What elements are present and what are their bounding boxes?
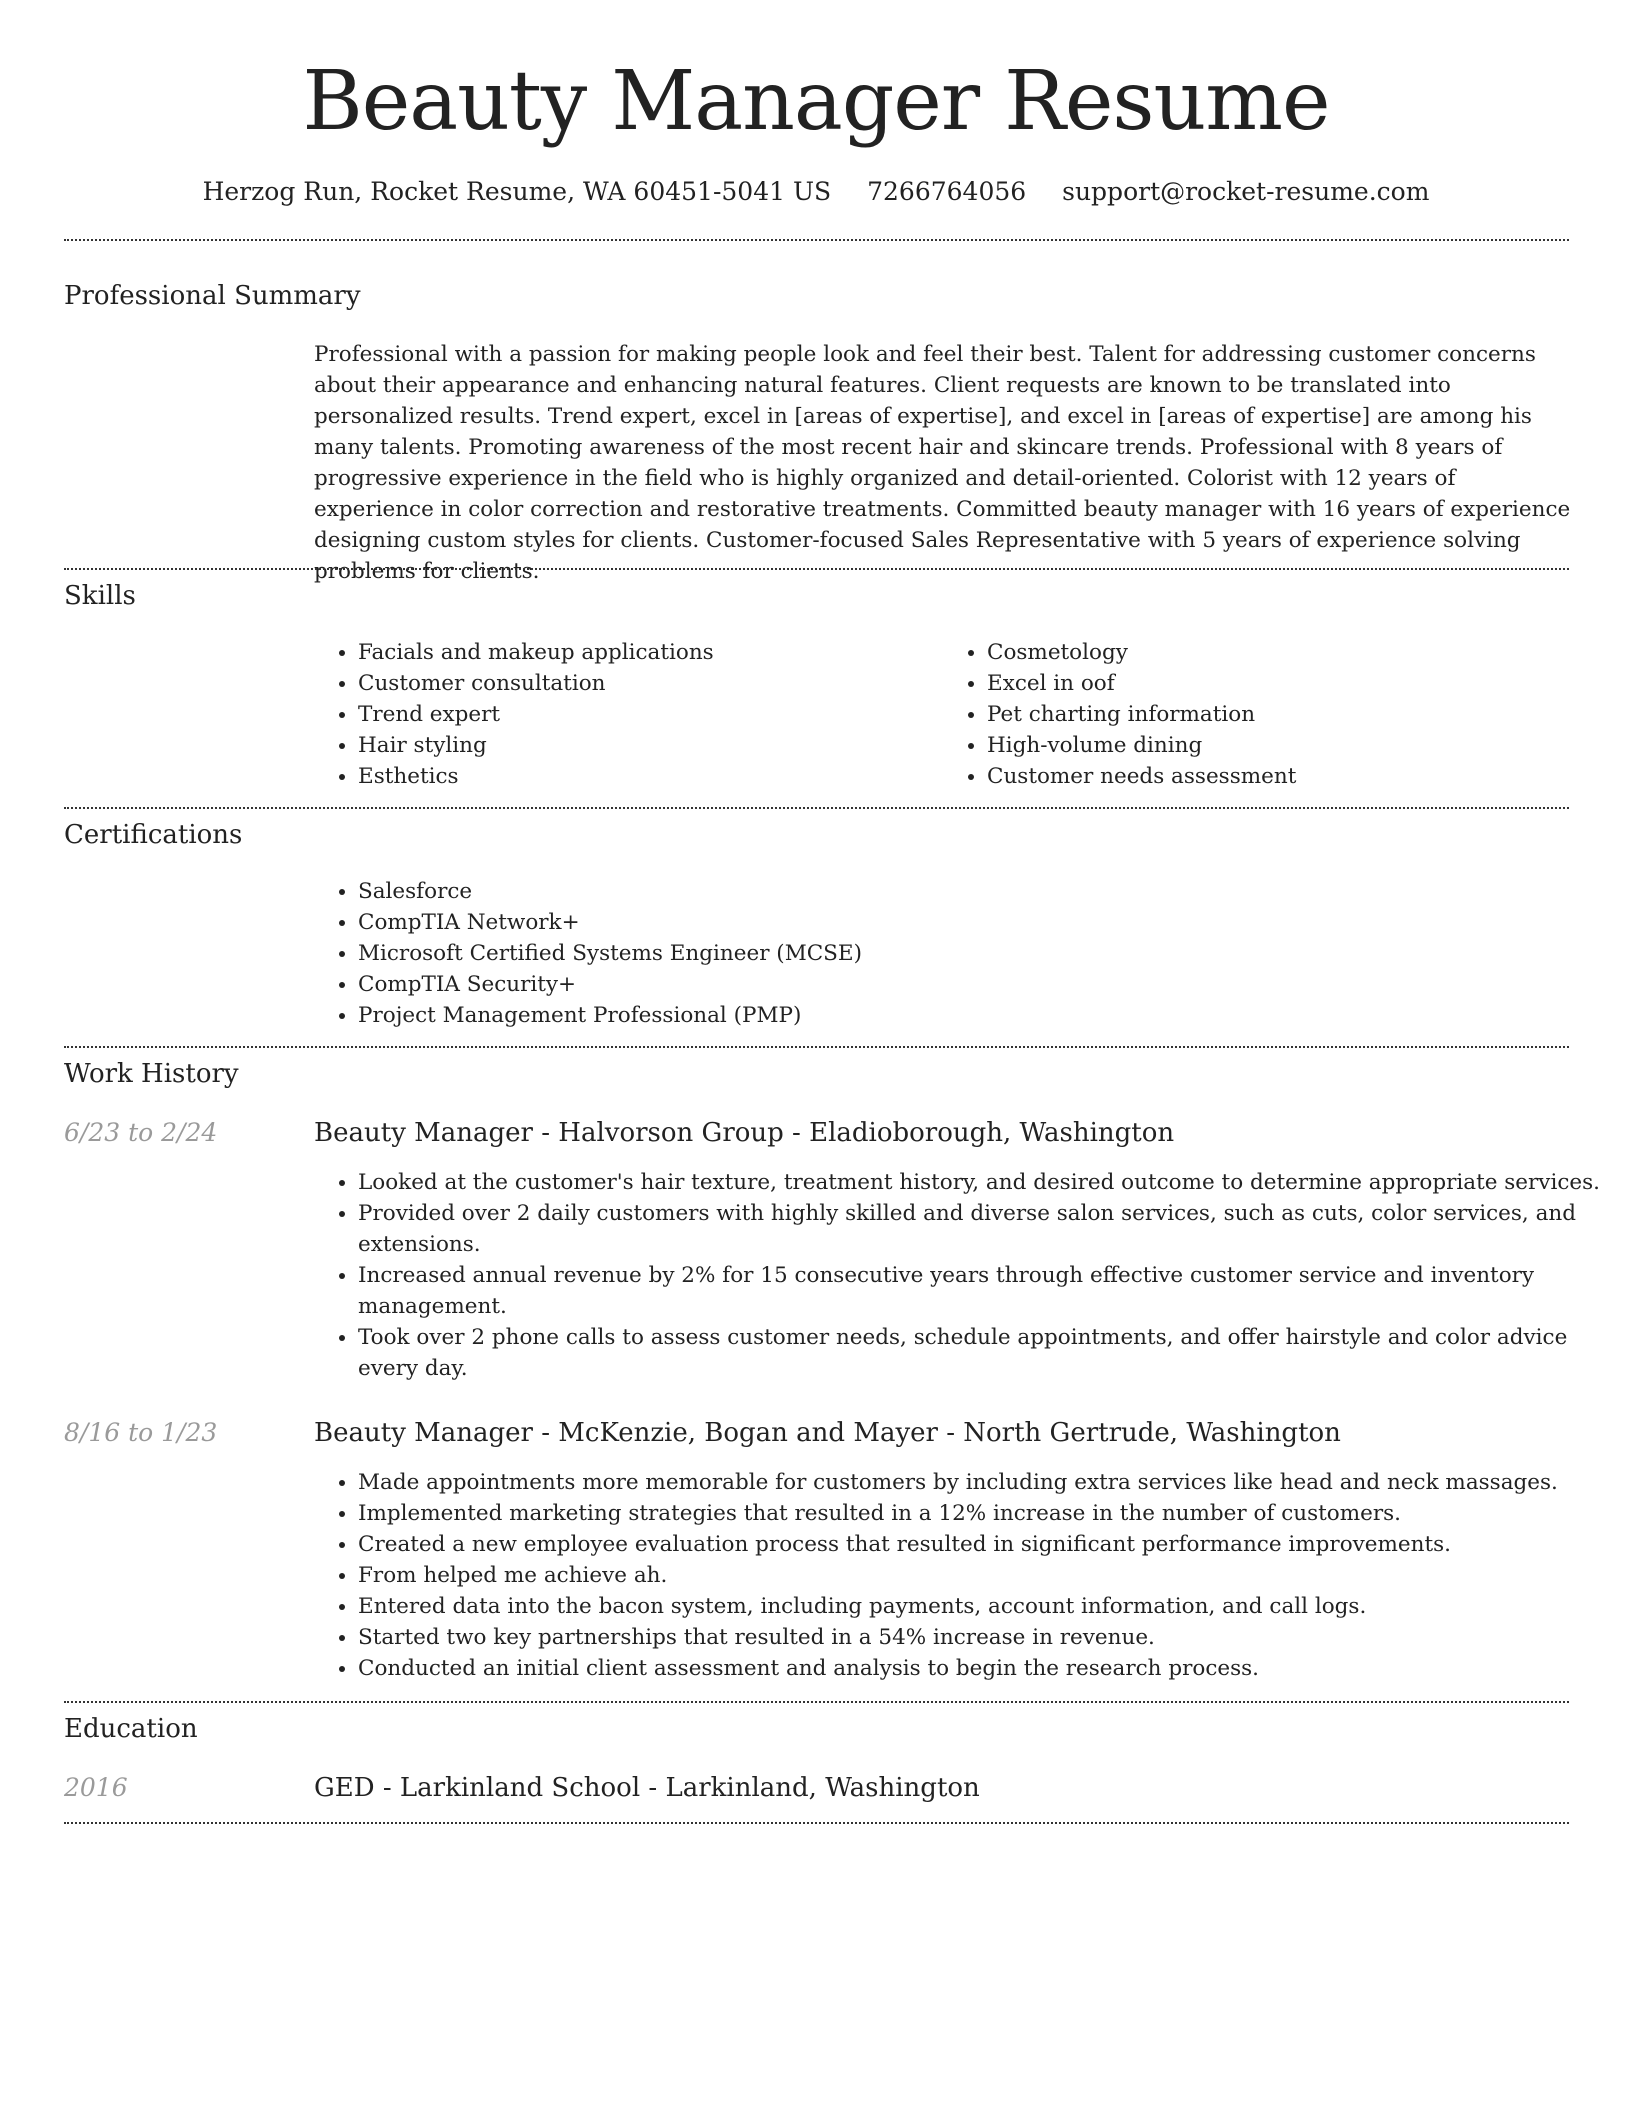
skill-item: • Hair styling [358, 730, 943, 761]
section-title-education: Education [64, 1714, 198, 1744]
skills-column-left [314, 637, 943, 792]
job-heading: Beauty Manager - Halvorson Group - Eladioborough, Washington [314, 1118, 1175, 1148]
phone: 7266764056 [867, 177, 1027, 206]
job-heading: Beauty Manager - McKenzie, Bogan and Mayer - North Gertrude, Washington [314, 1418, 1341, 1448]
job-bullets [314, 1167, 1616, 1384]
job-bullet: • Entered data into the bacon system, including payments, account information, and call logs. [358, 1591, 1616, 1622]
job-bullet: • Looked at the customer's hair texture, treatment history, and desired outcome to determine appropriate services. [358, 1167, 1616, 1198]
skill-item: • High-volume dining [987, 730, 1572, 761]
job-bullet: • From helped me achieve ah. [358, 1560, 1616, 1591]
skills-column-right [943, 637, 1572, 792]
resume-title: Beauty Manager Resume [302, 54, 1330, 149]
section-title-summary: Professional Summary [64, 281, 361, 311]
divider [64, 1046, 1569, 1048]
divider [64, 807, 1569, 809]
job-dates: 8/16 to 1/23 [64, 1418, 218, 1447]
job-bullet: • Started two key partnerships that resulted in a 54% increase in revenue. [358, 1622, 1616, 1653]
job-dates: 6/23 to 2/24 [64, 1118, 218, 1147]
divider [64, 1822, 1569, 1824]
skill-item: • Customer consultation [358, 668, 943, 699]
skill-item: • Trend expert [358, 699, 943, 730]
education-heading: GED - Larkinland School - Larkinland, Washington [314, 1773, 980, 1803]
certification-item: • Salesforce [358, 876, 1616, 907]
section-title-certifications: Certifications [64, 820, 243, 850]
section-title-skills: Skills [64, 581, 136, 611]
skill-item: • Esthetics [358, 761, 943, 792]
skill-item: • Facials and makeup applications [358, 637, 943, 668]
skill-item: • Cosmetology [987, 637, 1572, 668]
education-year: 2016 [64, 1773, 128, 1802]
divider [64, 239, 1569, 241]
skill-item: • Customer needs assessment [987, 761, 1572, 792]
email: support@rocket-resume.com [1062, 177, 1430, 206]
skill-item: • Excel in oof [987, 668, 1572, 699]
skill-item: • Pet charting information [987, 699, 1572, 730]
divider [64, 1701, 1569, 1703]
job-bullets [314, 1467, 1616, 1684]
job-bullet: • Conducted an initial client assessment and analysis to begin the research process. [358, 1653, 1616, 1684]
job-bullet: • Took over 2 phone calls to assess customer needs, schedule appointments, and offer hairstyle and color advice every day. [358, 1322, 1616, 1384]
contact-line [0, 176, 1632, 208]
section-title-work-history: Work History [64, 1059, 239, 1089]
skills-list [314, 637, 1572, 792]
job-bullet: • Provided over 2 daily customers with highly skilled and diverse salon services, such as cuts, color services, and extensions. [358, 1198, 1616, 1260]
job-bullet: • Implemented marketing strategies that resulted in a 12% increase in the number of customers. [358, 1498, 1616, 1529]
certification-item: • Project Management Professional (PMP) [358, 1000, 1616, 1031]
address: Herzog Run, Rocket Resume, WA 60451-5041 US [202, 177, 832, 206]
certification-item: • CompTIA Network+ [358, 907, 1616, 938]
divider [64, 568, 1569, 570]
job-bullet: • Increased annual revenue by 2% for 15 consecutive years through effective customer service and inventory management. [358, 1260, 1616, 1322]
certifications-list [314, 876, 1616, 1031]
job-bullet: • Created a new employee evaluation process that resulted in significant performance improvements. [358, 1529, 1616, 1560]
job-bullet: • Made appointments more memorable for customers by including extra services like head and neck massages. [358, 1467, 1616, 1498]
summary-text: Professional with a passion for making people look and feel their best. Talent for addressing customer concerns about their appearance and enhancing natural features. Client requests are known to be translated into personalized results. Trend expert, excel in [areas of expertise], and excel in [areas of expertise] are among his many talents. Promoting awareness of the most recent hair and skincare trends. Professional with 8 years of progressive experience in the field who is highly organized and detail-oriented. Colorist with 12 years of experience in color correction and restorative treatments. Committed beauty manager with 16 years of experience designing custom styles for clients. Customer-focused Sales Representative with 5 years of experience solving problems for clients. [314, 342, 1571, 584]
certification-item: • Microsoft Certified Systems Engineer (MCSE) [358, 938, 1616, 969]
certification-item: • CompTIA Security+ [358, 969, 1616, 1000]
